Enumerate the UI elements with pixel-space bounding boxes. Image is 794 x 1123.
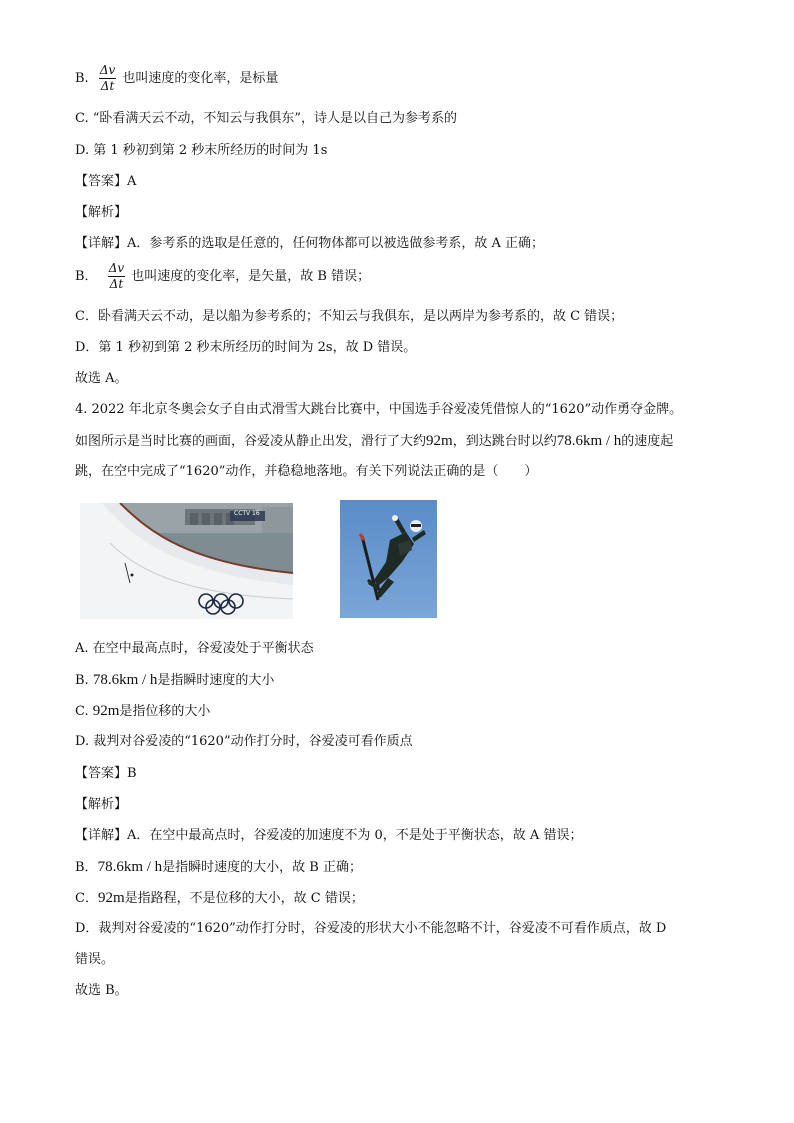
q3-detail-d: D．第 1 秒初到第 2 秒末所经历的时间为 2s，故 D 错误。 <box>75 340 417 355</box>
skier-airborne-photo <box>340 500 437 618</box>
q4-stem-line-3: 跳，在空中完成了“1620”动作，并稳稳地落地。有关下列说法正确的是（ ） <box>75 464 538 479</box>
q4-option-b: B. 78.6km / h是指瞬时速度的大小 <box>75 672 275 688</box>
delta-v-over-delta-t-fraction: $\frac{\Delta v}{\Delta t}$ <box>108 261 125 291</box>
q4-option-d: D. 裁判对谷爱凌的“1620”动作打分时，谷爱凌可看作质点 <box>75 734 413 749</box>
q3-conclusion: 故选 A。 <box>75 371 128 386</box>
delta-v-over-delta-t-fraction: $\frac{\Delta v}{\Delta t}$ <box>99 63 116 93</box>
q3-option-b: B. $\frac{\Delta v}{\Delta t}$ 也叫速度的变化率，是标量 <box>75 63 279 93</box>
ski-venue-image <box>80 503 293 619</box>
q4-detail-d-line-2: 错误。 <box>75 952 115 967</box>
skier-image <box>340 500 437 618</box>
q3-detail-c: C．卧看满天云不动，是以船为参考系的；不知云与我俱东，是以两岸为参考系的，故 C 错误； <box>75 309 624 324</box>
q4-option-a: A. 在空中最高点时，谷爱凌处于平衡状态 <box>75 641 314 656</box>
broadcast-logo: CCTV 16 <box>234 510 260 517</box>
q4-stem-line-2: 如图所示是当时比赛的画面，谷爱凌从静止出发，滑行了大约92m，到达跳台时以约78.6km / h的速度起 <box>75 433 674 449</box>
q3-detail-b: B． $\frac{\Delta v}{\Delta t}$ 也叫速度的变化率，是矢量，故 B 错误； <box>75 261 371 291</box>
q4-analysis-heading: 【解析】 <box>75 797 128 812</box>
q3-option-d: D. 第 1 秒初到第 2 秒末所经历的时间为 1s <box>75 143 328 158</box>
q4-detail-b: B．78.6km / h是指瞬时速度的大小，故 B 正确； <box>75 859 362 875</box>
q4-option-c: C. 92m是指位移的大小 <box>75 703 211 719</box>
q4-conclusion: 故选 B。 <box>75 983 128 998</box>
q4-detail-c: C．92m是指路程，不是位移的大小，故 C 错误； <box>75 890 364 906</box>
q4-stem-line-1: 4. 2022 年北京冬奥会女子自由式滑雪大跳台比赛中，中国选手谷爱凌凭借惊人的“1620”动作勇夺金牌。 <box>75 402 683 417</box>
q4-detail-d-line-1: D．裁判对谷爱凌的“1620”动作打分时，谷爱凌的形状大小不能忽略不计，谷爱凌不可看作质点，故 D <box>75 921 667 936</box>
q3-analysis-heading: 【解析】 <box>75 205 128 220</box>
q3-detail-a: 【详解】A．参考系的选取是任意的，任何物体都可以被选做参考系，故 A 正确； <box>75 236 545 251</box>
q4-detail-a: 【详解】A．在空中最高点时，谷爱凌的加速度不为 0，不是处于平衡状态，故 A 错误； <box>75 828 583 843</box>
q3-option-c: C. “卧看满天云不动，不知云与我俱东”，诗人是以自己为参考系的 <box>75 111 458 126</box>
q3-answer: 【答案】A <box>75 174 137 189</box>
ski-venue-photo <box>80 503 293 619</box>
q4-answer: 【答案】B <box>75 766 137 781</box>
